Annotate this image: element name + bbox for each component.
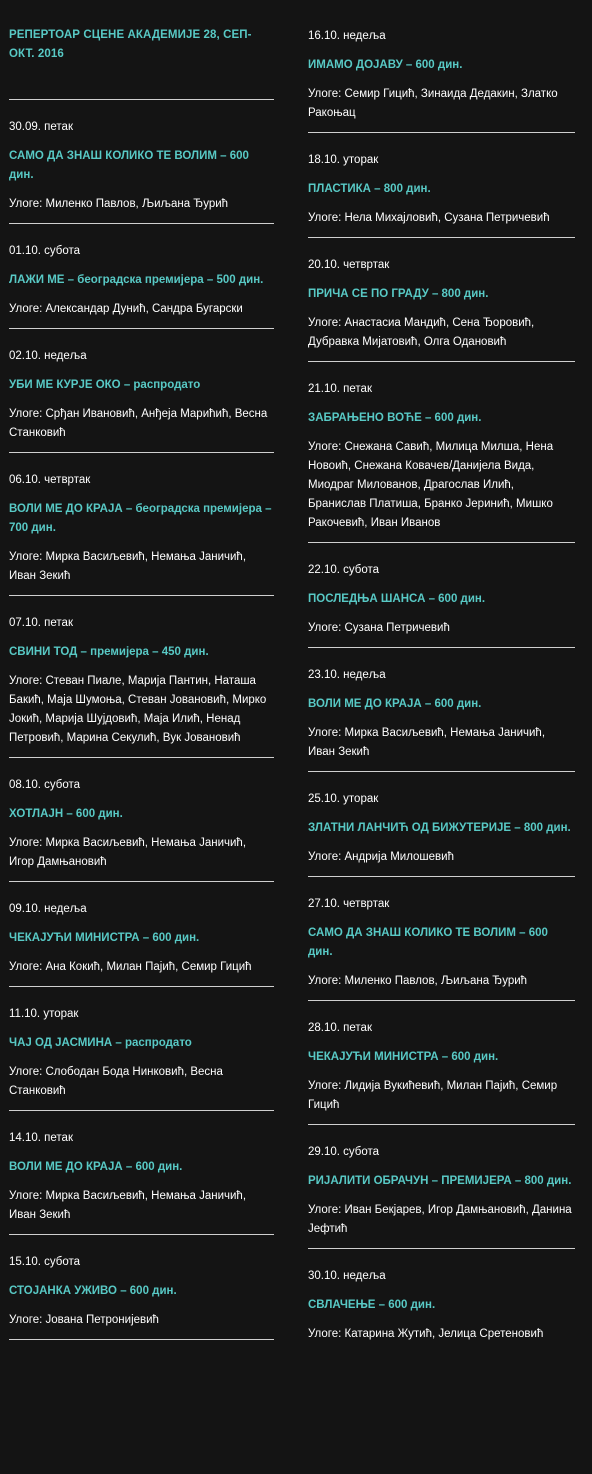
entry-title: СТОЈАНКА УЖИВО – 600 дин. [9,1285,177,1297]
entry-title: САМО ДА ЗНАШ КОЛИКО ТЕ ВОЛИМ – 600 дин. [308,927,548,958]
entry-cast: Улоге: Срђан Ивановић, Анђеја Марићић, Весна Станковић [9,408,268,439]
entry-title: ВОЛИ МЕ ДО КРАЈА – 600 дин. [308,698,482,710]
entry-cast: Улоге: Слободан Бода Нинковић, Весна Станковић [9,1066,223,1097]
schedule-entry [9,882,274,987]
entry-title: ЧАЈ ОД ЈАСМИНА – распродато [9,1037,192,1049]
entry-cast: Улоге: Семир Гицић, Зинаида Дедакин, Златко Ракоњац [308,88,558,119]
entry-cast: Улоге: Андрија Милошевић [308,851,454,863]
schedule-entry [9,224,274,329]
schedule-entry [9,100,274,224]
entry-cast: Улоге: Стеван Пиале, Марија Пантин, Наташа Бакић, Маја Шумоња, Стеван Јовановић, Мирко Јокић, Марија Шујдовић, Маја Илић, Ненад Петровић, Марина Секулић, Вук Јовановић [9,675,267,744]
entry-title: СВЛАЧЕЊЕ – 600 дин. [308,1299,436,1311]
entry-cast: Улоге: Мирка Васиљевић, Немања Јаничић, Иван Зекић [9,551,247,582]
schedule-entry [9,329,274,453]
entry-date: 22.10. субота [308,564,380,576]
schedule-entry [9,596,274,758]
entry-date: 30.10. недеља [308,1270,386,1282]
entry-date: 16.10. недеља [308,30,386,42]
entry-cast: Улоге: Миленко Павлов, Љиљана Ђурић [308,975,528,987]
entry-cast: Улоге: Снежана Савић, Милица Милша, Нена Новоић, Снежана Ковачев/Данијела Вида, Миодраг Милованов, Драгослав Илић, Бранислав Платиша, Бранко Јеринић, Мишко Ракочевић, Иван Иванов [308,441,554,529]
schedule-entry [9,987,274,1111]
entry-cast: Улоге: Иван Бекјарев, Игор Дамњановић, Данина Јефтић [308,1204,572,1235]
entry-date: 08.10. субота [9,779,81,791]
entry-title: СВИНИ ТОД – премијера – 450 дин. [9,646,209,658]
entry-date: 20.10. четвртак [308,259,390,271]
schedule-entry [308,0,575,133]
entry-date: 14.10. петак [9,1132,73,1144]
entry-title: ИМАМО ДОЈАВУ – 600 дин. [308,59,463,71]
entry-title: ПЛАСТИКА – 800 дин. [308,183,431,195]
entry-cast: Улоге: Анастасиа Мандић, Сена Ђоровић, Дубравка Мијатовић, Олга Одановић [308,317,535,348]
entry-title: ЗЛАТНИ ЛАНЧИЋ ОД БИЖУТЕРИЈЕ – 800 дин. [308,822,571,834]
schedule-entry [308,1249,575,1353]
entry-date: 01.10. субота [9,245,81,257]
entry-cast: Улоге: Мирка Васиљевић, Немања Јаничић, Иван Зекић [308,727,546,758]
schedule-entry [9,1235,274,1340]
schedule-entry [308,133,575,238]
entry-date: 21.10. петак [308,383,372,395]
entry-title: ЧЕКАЈУЋИ МИНИСТРА – 600 дин. [9,932,200,944]
entry-date: 28.10. петак [308,1022,372,1034]
header-divider [9,74,274,100]
entry-date: 27.10. четвртак [308,898,390,910]
entry-date: 30.09. петак [9,121,73,133]
schedule-entry [308,238,575,362]
entry-cast: Улоге: Мирка Васиљевић, Немања Јаничић, Иван Зекић [9,1190,247,1221]
entry-cast: Улоге: Нела Михајловић, Сузана Петричевић [308,212,550,224]
entry-date: 02.10. недеља [9,350,87,362]
entry-cast: Улоге: Лидија Вукићевић, Милан Пајић, Семир Гицић [308,1080,558,1111]
entry-title: САМО ДА ЗНАШ КОЛИКО ТЕ ВОЛИМ – 600 дин. [9,150,249,181]
schedule-entry [308,543,575,648]
schedule-entry [9,1111,274,1235]
entry-title: ЗАБРАЊЕНО ВОЋЕ – 600 дин. [308,412,482,424]
entry-date: 09.10. недеља [9,903,87,915]
entry-date: 18.10. уторак [308,154,379,166]
right-column [308,0,575,1353]
schedule-entry [9,453,274,596]
entry-title: ВОЛИ МЕ ДО КРАЈА – београдска премијера – 700 дин. [9,503,272,534]
entry-date: 11.10. уторак [9,1008,79,1020]
entry-cast: Улоге: Мирка Васиљевић, Немања Јаничић, Игор Дамњановић [9,837,247,868]
page-title: РЕПЕРТОАР СЦЕНЕ АКАДЕМИЈЕ 28, СЕП-ОКТ. 2016 [9,29,252,60]
entry-date: 07.10. петак [9,617,73,629]
entry-date: 29.10. субота [308,1146,380,1158]
entry-cast: Улоге: Јована Петронијевић [9,1314,159,1326]
entry-title: ВОЛИ МЕ ДО КРАЈА – 600 дин. [9,1161,183,1173]
entry-title: УБИ МЕ КУРЈЕ ОКО – распродато [9,379,201,391]
entry-title: ЛАЖИ МЕ – београдска премијера – 500 дин. [9,274,264,286]
entry-date: 25.10. уторак [308,793,379,805]
schedule-entry [308,362,575,543]
entry-title: ПРИЧА СЕ ПО ГРАДУ – 800 дин. [308,288,489,300]
schedule-entry [308,648,575,772]
entry-cast: Улоге: Александар Дунић, Сандра Бугарски [9,303,243,315]
left-schedule-list [9,100,274,1340]
entry-cast: Улоге: Сузана Петричевић [308,622,450,634]
entry-date: 06.10. четвртак [9,474,91,486]
left-column [9,0,274,1340]
entry-title: РИЈАЛИТИ ОБРАЧУН – ПРЕМИЈЕРА – 800 дин. [308,1175,572,1187]
schedule-entry [308,1001,575,1125]
schedule-entry [308,1125,575,1249]
entry-title: ХОТЛАЈН – 600 дин. [9,808,123,820]
entry-cast: Улоге: Ана Кокић, Милан Пајић, Семир Гицић [9,961,252,973]
entry-cast: Улоге: Миленко Павлов, Љиљана Ђурић [9,198,229,210]
entry-date: 15.10. субота [9,1256,81,1268]
right-schedule-list [308,0,575,1353]
entry-title: ПОСЛЕДЊА ШАНСА – 600 дин. [308,593,486,605]
entry-date: 23.10. недеља [308,669,386,681]
schedule-entry [308,877,575,1001]
schedule-entry [9,758,274,882]
entry-title: ЧЕКАЈУЋИ МИНИСТРА – 600 дин. [308,1051,499,1063]
entry-cast: Улоге: Катарина Жутић, Јелица Сретеновић [308,1328,544,1340]
schedule-entry [308,772,575,877]
